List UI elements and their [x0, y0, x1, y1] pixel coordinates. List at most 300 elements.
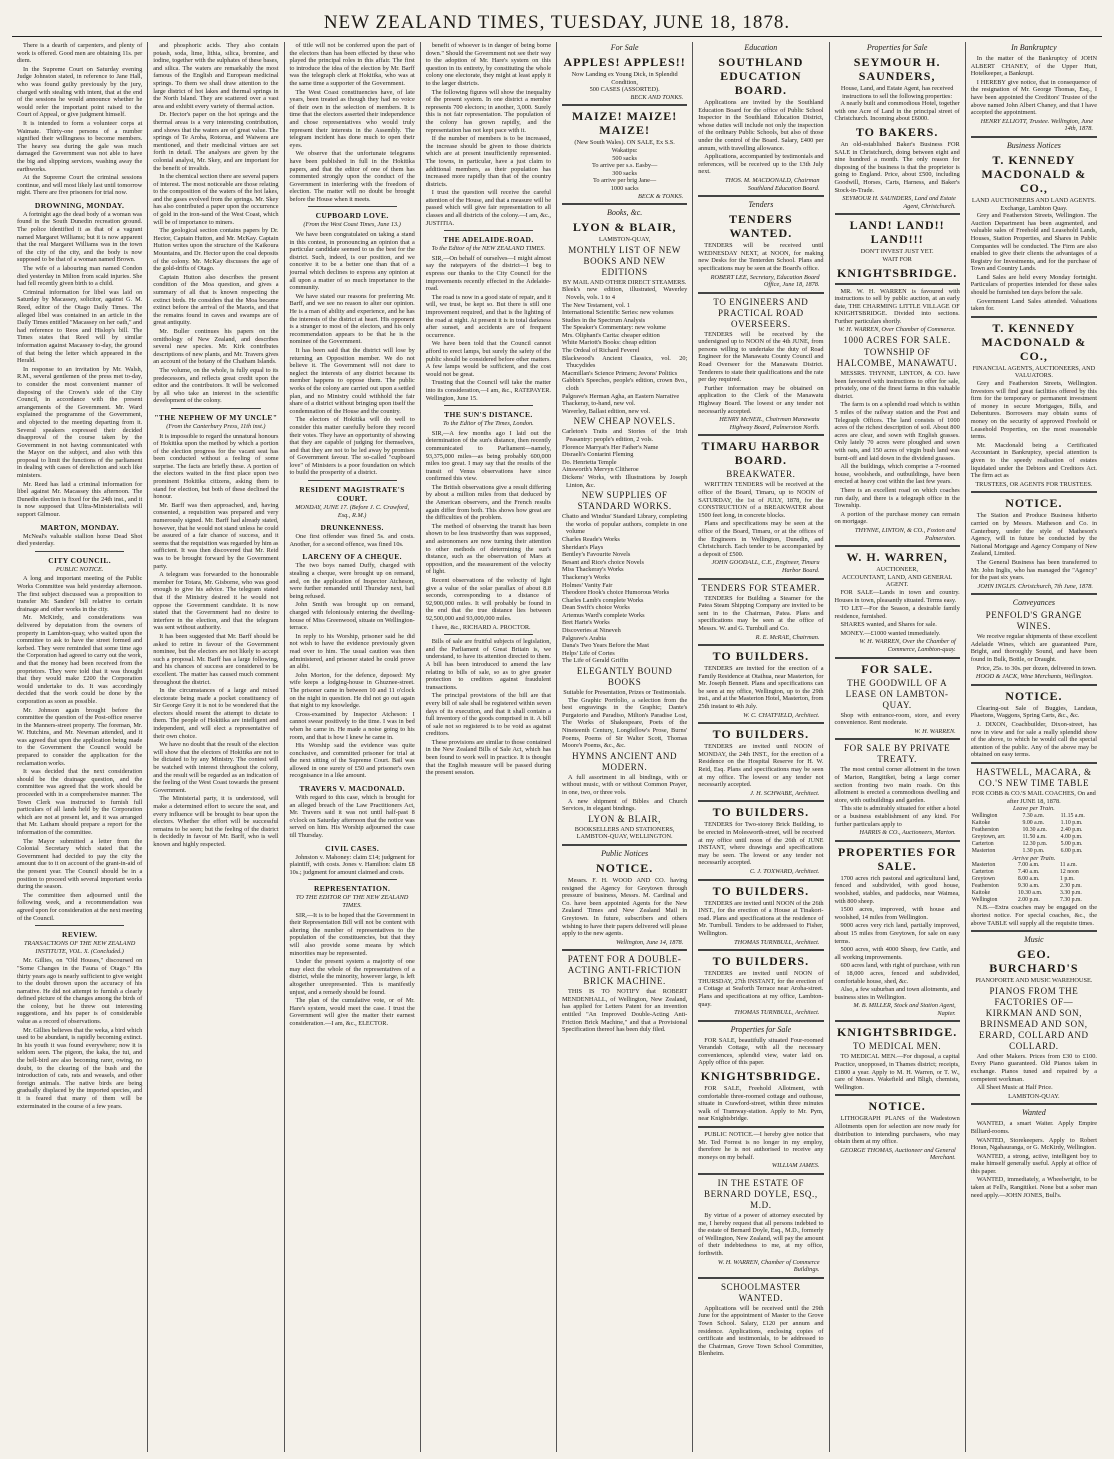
- advert-subheadline: PENFOLD'S GRANGE WINES.: [985, 610, 1083, 632]
- article-paragraph: and phosphoric acids. They also contain potash, soda, lime, lithia, silica, bromine, and iodine, together with the sulphates of these bases, and silica. The waters are remarkably the most famous of the English and European medicinal springs. To them we shall draw attention to the large district of hot lakes and thermal springs in the North Island. They are scattered over a vast area and exhibit every variety of thermal action.: [153, 42, 279, 110]
- advert-headline: SOUTHLAND EDUCATION BOARD.: [718, 55, 804, 97]
- article-paragraph: Criminal information for libel was laid on Saturday by Macassey, solicitor, against G. M. Reed, editor of the Otago Daily Times. The alleged libel was contained in an article in the Daily Times entitled "Macassey on her oath," and had reference to Reos and Hislop's bill. The Times states that Reed will by similar information against Macassey to-day, the ground of that being the letter which appeared in the Herald.: [17, 288, 143, 365]
- table-cell: Carterton: [971, 840, 994, 847]
- article-paragraph: We have no doubt that the result of the election will show that the electors of Hokitika are not to be dictated to by any Ministry. The contest will be watched with interest throughout the colony, and the result will be regarded as an indication of the feeling of the West Coast towards the present Government.: [153, 741, 279, 794]
- section-divider: [971, 136, 1097, 138]
- list-item: International Scientific Series: new volumes: [562, 309, 674, 317]
- article-paragraph: We have been told that the Council cannot afford to erect lamps, but surely the safety of the public should be considered before other matters. A few lamps would be sufficient, and the cost would not be great.: [425, 340, 551, 378]
- advert-subheadline: NEW CHEAP NOVELS.: [573, 416, 676, 427]
- centered-text: BY MAIL AND OTHER DIRECT STEAMERS.: [562, 278, 687, 286]
- section-subheading: (From the West Coast Times, June 13.): [303, 221, 401, 229]
- advert-headline: TO BUILDERS.: [712, 954, 810, 969]
- article-paragraph: In reply to his Worship, prisoner said he did not wish to have the evidence previously given read over to him. The usual caution was then administered, and prisoner stated he could prove an alibi.: [289, 632, 415, 671]
- newspaper-columns: [12, 42, 1102, 1452]
- article-paragraph: The Ministerial party, it is understood, will make a determined effort to secure the seat, and every influence will be brought to bear upon the electors. Whether the effort will be successful remains to be seen; but the feeling of the district is decidedly in favour of Mr. Barff, who is well known and highly respected.: [153, 795, 279, 848]
- centered-text: Leave per Train.: [1012, 805, 1055, 813]
- article-paragraph: FOR SALE—Lands in town and country. Houses in town, pleasantly situated. Terms easy.: [834, 588, 960, 604]
- article-paragraph: Messrs. F. H. WOOD AND CO. having resigned the Agency for Greytown through pressure of business, Messrs. M. Cardinal and Co. have been appointed Agents for the New Zealand Times and New Zealand Mail in Greytown. In future, subscribers and others wishing to have their papers delivered will please apply to the new agents.: [562, 876, 688, 938]
- article-paragraph: It is intended to form a volunteer corps at Waimate. Thirty-one persons of a number signified their willingness to become members. The heavy sea during the gale was much damaged the Government was not able to have the big and slipping services, washing away the earthworks.: [17, 119, 143, 173]
- advert-subheadline: TO ENGINEERS AND PRACTICAL ROAD OVERSEERS.: [713, 296, 809, 329]
- list-item: Artemus Ward's complete Works: [562, 611, 645, 619]
- section-divider: [698, 644, 823, 646]
- list-item: Charles Reade's Works: [562, 535, 620, 543]
- table-row: [971, 890, 1097, 897]
- signature-line: W. H. WARREN.: [914, 727, 956, 735]
- advert-headline: TO BUILDERS.: [712, 727, 810, 742]
- article-paragraph: The farm is on a splendid road which is within 5 miles of the railway station and the Post and Telegraph Offices. The land consists of 1000 acres of the richest description of soil. About 800 acres are clear, and sown with English grasses. Only lately 70 acres were ploughed and sown with oats, and 150 acres of virgin bush land was burnt-off and laid down in the dividend grasses.: [834, 401, 960, 462]
- advert-headline: NOTICE.: [868, 1099, 926, 1114]
- article-paragraph: SHARES wanted, and Shares for sale.: [840, 621, 937, 629]
- masthead-rule: [12, 36, 1102, 37]
- section-divider: [835, 545, 960, 547]
- book-list: [562, 428, 687, 489]
- timetable: [971, 862, 1097, 904]
- article-paragraph: We receive regular shipments of these excellent Adelaide Wines, which are guaranteed Pure, Bright, and thoroughly Sound, and have been found in Bulk, Bottle, or Draught.: [970, 633, 1097, 664]
- advert-subheadline: PATENT FOR A DOUBLE-ACTING ANTI-FRICTION BRICK MACHINE.: [567, 954, 682, 987]
- section-divider: [835, 1020, 960, 1022]
- advert-headline: KNIGHTSBRIDGE.: [836, 265, 958, 280]
- advert-headline: W. H. WARREN,: [846, 550, 948, 565]
- article-paragraph: A fortnight ago the dead body of a woman was found in the South Dunedin recreation ground. The police identified it as that of a vagrant named Margaret Williams; but it is now apparent that the real Margaret Williams was in the town of the city of the city, and the body is now supposed to be that of a woman named Brown.: [17, 210, 143, 264]
- signature-line: Wellington, June 14, 1878.: [615, 938, 684, 946]
- list-item: Disraeli's Contarini Fleming: [562, 451, 634, 459]
- article-paragraph: N.B.—Extra coaches may be engaged on the shortest notice. For special coaches, &c., the above TABLE will supply all the requisite times.: [970, 904, 1097, 927]
- signature-line: THYNNE, LINTON, & CO., Foxton and Palmerston.: [854, 526, 956, 542]
- article-paragraph: The plan of the cumulative vote, or of Mr. Hare's system, would meet the case. I trust the Government will give the matter their earnest consideration.—I am, &c., ELECTOR.: [289, 997, 415, 1027]
- signature-line: HENRY McNEIL, Chairman Manawatu Highway Board, Palmerston North.: [719, 416, 820, 431]
- section-divider: [835, 840, 960, 842]
- article-paragraph: TENDERS will be received by the undersigned up to NOON of the 4th JUNE, from persons willing to undertake the duty of Road Engineer for the Manawatu County Council and Road Overseer for the Manawatu District. Tenderers to state their qualifications and the rate per day required.: [698, 330, 824, 384]
- section-heading: TRAVERS V. MACDONALD.: [299, 784, 405, 794]
- book-list: [562, 286, 687, 415]
- centered-text: DON'T INVEST JUST YET.: [860, 248, 934, 256]
- table-cell: Masterton: [971, 847, 996, 854]
- section-subheading: (From the Canterbury Press, 11th inst.): [166, 422, 266, 430]
- section-divider: [971, 762, 1097, 764]
- list-item: Blackwood's Ancient Classics, vol. 20; Thucydides: [562, 354, 688, 370]
- table-cell: 1 p.m.: [1059, 876, 1075, 883]
- section-heading: LARCENY OF A CHEQUE.: [302, 552, 402, 562]
- list-item: Do. Henrietta Temple: [562, 458, 617, 466]
- signature-line: ROBERT LEE, Secretary, Education Board Office, June 18, 1878.: [710, 273, 820, 289]
- section-divider: [971, 1103, 1097, 1105]
- article-paragraph: In the circumstances of a large and mixed electorate being made a pocket constituency of Sir George Grey it is not to be wondered that the electors should resent the attempt to dictate to them. The people of Hokitika are intelligent and independent, and will elect a representative of their own choice.: [153, 687, 279, 740]
- table-cell: 1.30 p.m.: [1022, 847, 1045, 854]
- section-heading: REVIEW.: [62, 930, 98, 940]
- article-paragraph: With regard to this case, which is brought for an alleged breach of the Law Practitioners Act, Mr. Travers said it was not until half-past 8 o'clock on Saturday afternoon that the notice was served on him. His Worship adjourned the case till Thursday.: [289, 794, 415, 840]
- article-paragraph: The electors of Hokitika will do well to consider this matter carefully before they record their votes. They have an opportunity of showing that they are capable of judging for themselves, and that they are not to be led away by promises of Government favour. The so-called "cupboard love" of Ministers is a poor foundation on which to build the prosperity of a district.: [289, 416, 415, 477]
- column-heading: Education: [744, 43, 778, 52]
- advert-subheadline: HASTWELL, MACARA, & CO.'S NEW TIME TABLE: [976, 767, 1092, 788]
- table-cell: 7.00 a.m.: [1017, 862, 1040, 869]
- article-paragraph: WANTED, Storekeepers. Apply to Robert Horan, Ngahauranga, or G. McKirdy, Wellington.: [970, 1136, 1097, 1152]
- article-paragraph: John Smith was brought up on remand, charged with feloniously entering the dwelling-house of Miss Greenwood, situate on Wellington-terrace.: [289, 601, 415, 632]
- section-divider: [562, 104, 687, 106]
- list-item: Gabbin's Speeches, people's edition, crown 8vo., cloth: [562, 377, 688, 393]
- signature-line: W. C. CHATFIELD, Architect.: [743, 711, 820, 719]
- article-paragraph: His Worship said the evidence was quite conclusive, and committed prisoner for trial at the next sitting of the Supreme Court. Bail was allowed in one surety of £50 and prisoner's own recognisance in a like amount.: [289, 742, 415, 780]
- table-cell: 2.30 p.m.: [1059, 883, 1082, 890]
- column-heading: In Bankruptcy: [1011, 43, 1057, 52]
- article-paragraph: Mr. Johnson again brought before the committee the question of the Post-office reserve in the Manners-street property. The foreman, Mr. W. Hutchins, and Mr. Newman attended, and it was agreed that upon the application being made to the Government the Council would be prepared to consider the application for the reclamation works.: [17, 706, 143, 767]
- section-divider: [698, 1020, 823, 1022]
- article-paragraph: Under the present system a majority of one may elect the whole of the representatives of a district, while the minority, however large, is left altogether unrepresented. This is manifestly unjust, and a remedy should be found.: [289, 958, 415, 996]
- article-paragraph: The British observations give a result differing by about a million miles from that deduced by the American observers, and the French results again differ from both. This shows how great are the difficulties of the problem.: [425, 483, 551, 522]
- article-paragraph: Applications are invited by the Southland Education Board for the office of Public School Inspector in the Southland Education District, whose duties will include not only the inspection of the ordinary Public Schools, but also of those under the control of the Board. Salary, £400 per annum, with travelling allowance.: [698, 99, 824, 152]
- signature-line: W. H. WARREN, Over the Chamber of Commerce, Lambton-quay.: [859, 638, 956, 654]
- article-paragraph: Recent observations of the velocity of light give a value of the solar parallax of about 8.8 seconds, corresponding to a distance of 92,900,000 miles. It will probably be found in the end that the true distance lies between 92,500,000 and 93,000,000 miles.: [425, 577, 551, 622]
- section-divider: [562, 203, 687, 205]
- article-paragraph: There is an excellent road on which coaches run daily, and there is a telegraph office in the Township.: [834, 486, 960, 510]
- article-paragraph: TENDERS for Two-storey Brick Building, to be erected in Molesworth-street, will be received at my office until noon of the 26th of JUNE INSTANT, where drawings and specifications may be seen. The lowest or any tender not necessarily accepted.: [698, 821, 824, 867]
- article-paragraph: The two boys named Duffy, charged with stealing a cheque, were brought up on remand, and, on the application of Inspector Atcheson, were further remanded until Thursday next, bail being refused.: [289, 562, 415, 600]
- table-row: [971, 876, 1097, 883]
- advert-headline: T. KENNEDY MACDONALD & CO.,: [981, 320, 1087, 363]
- advert-subheadline: TENDERS FOR STEAMER.: [701, 582, 821, 593]
- section-divider: [971, 930, 1097, 932]
- article-paragraph: FOR SALE, beautifully situated Four-roomed Verandah Cottage, with all the necessary conveniences, splendid view, water laid on. Apply office of this paper.: [698, 1036, 824, 1067]
- advert-subheadline: ELEGANTLY BOUND BOOKS: [576, 666, 673, 688]
- article-paragraph: Mr. McKirdy, and considerations was delivered by deputation from the owners of property in Lambton-quay, who waited upon the committee to ask to have the street formed and kerbed. They were reminded that some time ago the Corporation had agreed to carry out the work, and that the money had been received from the proprietors. They were told that it was thought that they would make £200 the Corporation would undertake to do. It was accordingly decided that the work could be done by the corporation as soon as possible.: [17, 614, 143, 705]
- article-paragraph: Mr. Macdonald being a Certificated Accountant in Bankruptcy, special attention is given to the speedy realisation of estates liquidated under the Debtors and Creditors Act. The firm act as: [970, 441, 1097, 480]
- article-paragraph: In response to an invitation by Mr. Walsh, R.M., several gentlemen of the press met to-day, to consider the most convenient manner of disposing of the Crown's side of the City Council, in accordance with the present arrangements of the Government. Mr. Ward explained the programme of the Government, and objected to the meeting departing from it. Several speakers expressed their decided disapproval of the course taken by the Government in not having communicated with the Mayor on the subject, and also with this proposal to limit the functions of the parliament in dealing with cases of dereliction and such like ministers.: [17, 365, 143, 480]
- signature-line: THOMAS TURNBULL, Architect.: [734, 938, 820, 946]
- article-paragraph: Government Land Sales attended. Valuations taken for.: [970, 297, 1097, 313]
- article-paragraph: It was decided that the next consideration should be the drainage question, and the committee was agreed that the work should be proceeded with in a comprehensive manner. The Town Clerk was instructed to furnish full particulars of all lands held by the Corporation which are not at present let, and it was arranged that Mr. Latham should prepare a report for the information of the committee.: [17, 768, 143, 836]
- advert-headline: LYON & BLAIR,: [572, 220, 677, 235]
- table-row: [971, 813, 1097, 820]
- list-item: Helps' Life of Cortes: [562, 649, 615, 657]
- column-heading: Wanted: [1022, 1108, 1046, 1118]
- table-row: [971, 883, 1097, 890]
- column-8: [966, 42, 1102, 1452]
- column-3: [285, 42, 421, 1452]
- article-paragraph: J. DIXON, Coachbuilder, Dixon-street, has now in view and for sale a really splendid show of the above, to which he would call the special attention of the public. Any of the above may be obtained on easy terms.: [970, 721, 1097, 759]
- advert-subheadline: FOR SALE BY PRIVATE TREATY.: [844, 743, 951, 765]
- article-paragraph: It has been said that the district will lose by returning an Opposition member. We do not believe it. The Government will not dare to neglect the interests of any district because its member happens to oppose them. The public works of the colony are carried out upon a settled plan, and no Ministry could withhold the fair share of a district without bringing upon itself the condemnation of the House and the country.: [289, 346, 415, 415]
- table-cell: Wellington: [971, 897, 998, 904]
- advert-headline: MAIZE! MAIZE! MAIZE!: [571, 109, 678, 138]
- article-paragraph: TENDERS are invited until NOON of THURSDAY, 27th INSTANT, for the erection of a Cottage at Seaforth Terrace near Aroha-street. Plans and specifications at my office, Lambton-quay.: [698, 970, 824, 1008]
- article-paragraph: 5000 acres, with 4000 Sheep, few Cattle, and all working improvements.: [834, 946, 960, 961]
- section-divider: [835, 738, 960, 740]
- section-divider: [35, 551, 124, 552]
- column-heading: Properties for Sale: [866, 43, 928, 52]
- list-item: Mrs. Oliphant's Carita: cheaper edition: [562, 331, 660, 339]
- article-paragraph: TO MEDICAL MEN.—For disposal, a capital Practice, unopposed, in Thames district; receipts, £1800 a year. Apply to M. H. Warren, or T. W., care of Messrs. Wakefield and Bligh, chemists, Wellington.: [834, 1053, 960, 1091]
- section-divider: [562, 844, 687, 846]
- centered-text: To arrive per s.s. Easby—: [591, 162, 658, 170]
- advert-subheadline: BREAKWATER.: [726, 469, 796, 480]
- article-paragraph: In the Supreme Court on Saturday evening Judge Johnston stated, in reference to Jane Hall, who was found guilty previously by the jury, charged with stealing with intent, that at the end of the sessions he would announce whether he would refer the important point raised to the Court of Appeal, or give judgment himself.: [17, 65, 143, 119]
- article-paragraph: MONEY.—£1000 wanted immediately.: [840, 629, 941, 637]
- article-paragraph: Applications, accompanied by testimonials and references, will be received up to the 13th July next.: [698, 153, 824, 176]
- article-paragraph: 600 acres land, with right of purchase, with run of 18,000 acres, fenced and subdivided, comfortable house, shed, &c.: [834, 962, 960, 985]
- article-paragraph: Grey and Featherston Streets, Wellington. Investors will find great facilities offered by this firm for the temporary or permanent investment of money in secure Mortgages, Bills, and Debentures. Borrowers may obtain sums of money on the security of approved Freehold or Leasehold Properties, on the most reasonable terms.: [970, 380, 1097, 441]
- signature-line: JOHN GOODALL, C.E., Engineer, Timaru Harbor Board.: [711, 559, 820, 574]
- table-row: [971, 862, 1097, 869]
- article-paragraph: If the number of members is to be increased, the increase should be given to those districts which are at present insufficiently represented. The towns, in particular, have a just claim to additional members, as their population has increased more rapidly than that of the country districts.: [425, 135, 551, 188]
- column-heading: Business Notices: [1006, 140, 1061, 150]
- column-1: [12, 42, 148, 1452]
- article-paragraph: This site is admirably situated for either a hotel or a business establishment of any kind. For further particulars apply to: [834, 805, 960, 828]
- centered-text: Arrive per Train.: [1012, 854, 1056, 862]
- section-subheading: TO THE EDITOR OF THE NEW ZEALAND TIMES.: [295, 894, 409, 909]
- article-paragraph: All the buildings, which comprise a 7-roomed house, woolsheds, and outbuildings, have been erected at heavy cost within the last few years.: [834, 463, 960, 486]
- article-paragraph: The Graphic Portfolio, a selection from the best engravings in the Graphic; Dante's Purgatorio and Paradiso, Milton's Paradise Lost, The Works of Shakespeare, Poets of the Nineteenth Century, Longfellow's Prose, Burns' Poems, Poems of Sir Walter Scott, Thomas Moore's Poems, &c., &c.: [562, 696, 688, 750]
- signature-line: W. H. WARREN, Over Chamber of Commerce.: [838, 326, 956, 334]
- list-item: Dean Swift's choice Works: [562, 604, 630, 612]
- section-heading: RESIDENT MAGISTRATE'S COURT.: [299, 485, 405, 504]
- advert-subheadline: 1000 ACRES FOR SALE.: [843, 335, 951, 346]
- advert-headline: APPLES! APPLES!!: [563, 55, 686, 69]
- article-paragraph: THIS IS TO NOTIFY that ROBERT MENDENHALL, of Wellington, New Zealand, has applied for Letters Patent for an invention entitled "An Improved Double-Acting Anti-Friction Brick Machine," and that a Provisional Specification thereof has been duly filed.: [562, 988, 688, 1034]
- article-paragraph: The wife of a labouring man named Condon died yesterday in Milton from scald injuries. She had fell recently given birth to a child.: [17, 265, 143, 288]
- article-paragraph: Also, a few suburban and town allotments, and business sites in Wellington.: [834, 986, 960, 1001]
- table-row: [971, 869, 1097, 876]
- section-divider: [698, 1173, 823, 1175]
- article-paragraph: It is impossible to regard the unnatural honours of Hokitika upon the method by which a portion of the election progress for the vacant seat has been conducted without a feeling of some surprise. The facts are briefly these. A portion of the electors waited in the first place upon two prominent Hokitika citizens, asking them to stand for election, but both of these declined the honour.: [153, 432, 279, 501]
- centered-text: 500 CASES (ASSORTED).: [589, 86, 660, 94]
- section-divider: [835, 1094, 960, 1096]
- table-cell: 11 a.m.: [1059, 862, 1077, 869]
- table-cell: 8.00 a.m.: [1017, 876, 1040, 883]
- section-divider: [835, 657, 960, 659]
- article-paragraph: Grey and Featherston Streets, Wellington. The Auction Department has been augmented, and valuable sales of Freehold and Leasehold Lands, Houses, Station Properties, and Shares in Public Companies will be conducted. The Firm are also enabled to give their clients the advantages of a Registry for Investments, and for the purchase of Town and Country Lands.: [970, 212, 1097, 273]
- signature-line: R. E. McRAE, Chairman.: [755, 633, 820, 641]
- article-paragraph: Clearing-out Sale of Buggies, Landaus, Phaetons, Waggons, Spring Carts, &c., &c.: [970, 704, 1097, 720]
- centered-text: 500 sacks: [612, 154, 637, 162]
- centered-text: 300 sacks: [612, 169, 637, 177]
- section-divider: [835, 213, 960, 215]
- table-cell: 7.40 a.m.: [1017, 869, 1040, 876]
- table-cell: Featherston: [971, 826, 999, 833]
- article-paragraph: The most central corner allotment in the town of Marton, Rangitikei, being a large corner section fronting two main roads. On this allotment is erected a commodious dwelling and store, with outbuildings and garden.: [834, 766, 960, 804]
- article-paragraph: benefit of whoever is in danger of being borne down." Should the Government not see their way to the adoption of Mr. Hare's system on this question in its entirety, by constituting the whole colony one electorate, they might at least apply it to the larger districts.: [425, 42, 551, 87]
- article-paragraph: Mr. Buller continues his papers on the ornithology of New Zealand, and describes several new species. Mr. Kirk contributes descriptions of new plants, and Mr. Travers gives an account of the botany of the Chatham Islands.: [153, 327, 279, 366]
- advert-subheadline: LYON & BLAIR,: [588, 813, 661, 824]
- centered-text: Now Landing ex Young Dick, in Splendid Condition,: [571, 71, 678, 86]
- section-divider: [698, 879, 823, 881]
- section-heading: REPRESENTATION.: [313, 884, 391, 894]
- article-paragraph: WANTED, a strong, active, intelligent boy to make himself generally useful. Apply at office of this paper.: [970, 1152, 1097, 1175]
- article-paragraph: A telegram was forwarded to the honourable member for Totara, Mr. Gisborne, who was good enough to give his advice. The telegram stated that if the Ministry desired it he would not oppose the Government candidate. It is now stated that the Government had no desire to interfere in the election, and that the telegram was sent without authority.: [153, 571, 279, 632]
- list-item: Studies in the Spectrum Analysis: [562, 316, 646, 324]
- article-paragraph: The geological section contains papers by Dr. Hector, Captain Hutton, and Mr. McKay. Captain Hutton writes upon the structure of the Kaikoura Mountains, and Dr. Hector upon the coal deposits of the colony. Mr. McKay discusses the age of the gold-drifts of Otago.: [153, 227, 279, 273]
- table-cell: 2.00 p.m.: [1017, 897, 1040, 904]
- article-paragraph: Bills of sale are fruitful subjects of legislation, and the Parliament of Great Britain is, we understand, to have its attention directed to them. A bill has been introduced to amend the law relating to bills of sale, so as to give greater protection to creditors against fraudulent transactions.: [425, 638, 551, 691]
- article-paragraph: The committee then adjourned until the following week, and a recommendation was agreed upon for consideration at the next meeting of the Council.: [17, 891, 143, 922]
- article-paragraph: of title will not be conferred upon the part of the electors than has been effected by these who played the principal roles in this affair. The first to introduce the idea of the election by Mr. Barff was the telegraph clerk at Hokitika, who was at the same time a supporter of the Government.: [289, 42, 415, 87]
- list-item: Chatto and Windus' Standard Library, completing the works of popular authors, complete in one volume: [562, 513, 688, 536]
- section-divider: [971, 491, 1097, 493]
- signature-line: HENRY ELLIOTT, Trustee. Wellington, June 14th, 1878.: [980, 117, 1093, 133]
- article-paragraph: 9000 acres very rich land, partially improved, about 15 miles from Greytown, for sale on easy terms.: [834, 922, 960, 945]
- advert-headline: TENDERS WANTED.: [729, 212, 793, 241]
- table-cell: 4.00 p.m.: [1060, 833, 1083, 840]
- advert-subheadline: SCHOOLMASTER WANTED.: [721, 1281, 801, 1303]
- list-item: Thackeray, to-hand, new vol.: [562, 400, 636, 408]
- section-divider: [562, 949, 687, 951]
- section-heading: CUPBOARD LOVE.: [315, 211, 389, 221]
- advert-subheadline: NEW SUPPLIES OF STANDARD WORKS.: [577, 490, 672, 512]
- article-paragraph: WANTED, immediately, a Wheelwright, to be taken at Fell's, Rangitikei. None but a sober man need apply.—JOHN JONES, Bull's.: [970, 1176, 1097, 1199]
- advert-subheadline: THE GOODWILL OF A LEASE ON LAMBTON-QUAY.: [845, 677, 949, 710]
- article-paragraph: SIR,—On behalf of ourselves—I might almost say the ratepayers of the district—I beg to express our thanks to the City Council for the improvements recently effected in the Adelaide-road.: [425, 254, 551, 293]
- centered-text: AUCTIONEER,: [876, 566, 919, 574]
- section-heading: THE SUN'S DISTANCE.: [444, 410, 533, 420]
- article-paragraph: Mr. Reed has laid a criminal information for libel against Mr. Macassey this afternoon. The Dunedin election is fixed for the 24th inst., and it is now supposed that Ultra-Ministerialists will support Gilmour.: [17, 480, 143, 519]
- section-divider: [444, 405, 533, 406]
- section-divider: [971, 316, 1097, 318]
- list-item: The New Testament, vol. 1: [562, 301, 630, 309]
- article-paragraph: TENDERS are invited until NOON of MONDAY, the 24th INST., for the erection of a Residence on the Hospital Reserve for H. W. Reid, Esq. Plans and specifications may be seen at my office. The lowest or any tender not necessarily accepted.: [698, 743, 824, 789]
- section-divider: [444, 230, 533, 231]
- table-cell: 12 noon: [1059, 869, 1079, 876]
- signature-line: M. B. MILLER, Stock and Station Agent, Napier.: [853, 1002, 956, 1017]
- section-divider: [698, 195, 823, 197]
- column-2: [148, 42, 284, 1452]
- column-heading: Tenders: [748, 200, 774, 210]
- article-paragraph: The road is now in a good state of repair, and it will, we trust, be kept so. But there is still one improvement required, and that is the lighting of the road at night. At present it is in total darkness after sunset, and accidents are of frequent occurrence.: [425, 293, 551, 339]
- advert-subheadline: MONTHLY LIST OF NEW BOOKS AND NEW EDITIONS: [568, 244, 681, 277]
- list-item: Dickens' Works, with Illustrations by Joseph Linton, &c.: [562, 473, 688, 489]
- article-paragraph: The Station and Produce Business hitherto carried on by Messrs. Matheson and Co. in Canterbury, under the style of Matheson's Agency, will in future be conducted by the National Mortgage and Agency Company of New Zealand, Limited.: [970, 512, 1097, 558]
- article-paragraph: Captain Hutton also describes the present condition of the Moa question, and gives a summary of all that is known respecting the extinct birds. He considers that the Moa became extinct before the arrival of the Maoris, and that the remains found in caves and swamps are of great antiquity.: [153, 273, 279, 327]
- article-paragraph: A long and important meeting of the Public Works Committee was held yesterday afternoon. The first subject discussed was a proposition to transfer Mr. Sanders' bill relative to certain drainage and other works in the city.: [17, 575, 143, 613]
- section-divider: [444, 634, 533, 635]
- table-cell: Masterton: [971, 862, 996, 869]
- advert-headline: NOTICE.: [1005, 496, 1063, 511]
- section-subheading: PUBLIC NOTICE.: [55, 565, 104, 573]
- list-item: The Ordeal of Richard Feverel: [562, 347, 640, 355]
- article-paragraph: 1500 acres, improved, with house and woolshed, 14 miles from Wellington.: [834, 906, 960, 921]
- section-subheading: To the Editor of the NEW ZEALAND TIMES.: [431, 245, 546, 253]
- section-divider: [35, 925, 124, 926]
- article-paragraph: An old-established Baker's Business FOR SALE in Christchurch, doing between eight and nine hundred a month. The only reason for disposing of the business is that the proprietor is going to England. Price, about £500, including Goodwill, Horses, Carts, Harness, and Baker's Stock-in-Trade.: [834, 140, 960, 194]
- article-paragraph: Mr. Barff was then approached, and, having consented, a requisition was prepared and very numerously signed. Mr. Barff had already stated, however, that he would not stand unless he could be assured of a fair chance of success, and it seems that the requisition was regarded by him as sufficient. It was then discovered that Mr. Reid was to be brought forward by the Government party.: [153, 501, 279, 570]
- advert-subheadline: TOWNSHIP OF HALCOMBE, MANAWATU.: [836, 347, 958, 369]
- article-paragraph: Mr. Gillies believes that the weka, a bird which used to be abundant, is rapidly becoming extinct. In his youth it was found everywhere; now it is seldom seen. The pigeon, the kaka, the tui, and the bell-bird are also becoming rarer, owing, no doubt, to the clearing of the bush and the introduction of cats, rats and weasels, and other foreign animals. The native birds are being gradually displaced by the imported species, and it is feared that many of them will be exterminated in the course of a few years.: [17, 1026, 143, 1110]
- list-item: Thackeray's Works: [562, 573, 610, 581]
- section-divider: [835, 283, 960, 285]
- advert-headline: TO BUILDERS.: [712, 883, 810, 898]
- section-divider: [971, 593, 1097, 595]
- article-paragraph: Trusting that the Council will take the matter into its consideration,—I am, &c., RATEPAYER. Wellington, June 15.: [425, 379, 551, 402]
- centered-text: To arrive per brig Jane—: [593, 177, 657, 185]
- article-paragraph: A new shipment of Bibles and Church Services, in elegant bindings.: [562, 797, 688, 813]
- article-paragraph: TO LET—For the Season, a desirable family residence, furnished.: [834, 605, 960, 620]
- article-paragraph: It has been suggested that Mr. Barff should be asked to retire in favour of the Government nominee, but the electors are not likely to accept such a proposal. Mr. Barff has a large following, and his chances of success are considered to be excellent. The matter has caused much comment throughout the district.: [153, 632, 279, 686]
- signature-line: C. J. TOXWARD, Architect.: [749, 867, 820, 875]
- table-cell: Wellington: [971, 812, 998, 819]
- advert-headline: PROPERTIES FOR SALE.: [837, 844, 957, 873]
- advert-headline: NOTICE.: [1005, 688, 1063, 703]
- article-paragraph: Land Sales are held every Monday fortnight. Particulars of properties intended for these sales should be furnished ten days before the sale.: [970, 273, 1097, 297]
- section-subheading: TRANSACTIONS OF THE NEW ZEALAND INSTITUTE, VOL. X. (Concluded.): [23, 940, 136, 955]
- article-paragraph: FOR SALE, Freehold Allotment, with comfortable three-roomed cottage and outhouse, situate in Crawford-street, within three minutes walk of Tramway-station. Apply to Mr. Pym, near Knightsbridge.: [698, 1085, 824, 1123]
- article-paragraph: A full assortment in all bindings, with or without music, with or without Common Prayer, in one, two, or three vols.: [562, 773, 688, 796]
- column-heading: Music: [1024, 935, 1044, 945]
- article-paragraph: John Morton, for the defence, deposed: My wife keeps a lodging-house in Ghuznee-street. The prisoner came in between 10 and 11 o'clock on the night in question. He did not go out again that night to my knowledge.: [289, 671, 415, 710]
- article-paragraph: These provisions are similar to those contained in the New Zealand Bills of Sale Act, which has been found to work well in practice. It is thought that the English measure will be passed during the present session.: [425, 738, 551, 777]
- article-paragraph: SIR,—A few months ago I laid out the determination of the sun's distance, then recently communicated to Parliament—namely, 93,375,000 miles—as being probably 600,000 miles too great. I may say that the results of the transit of Venus observations have since confirmed this view.: [425, 429, 551, 483]
- column-heading: Books, &c.: [606, 208, 643, 218]
- table-cell: Greytown, arr.: [971, 833, 1006, 840]
- article-paragraph: WANTED, a smart Waiter. Apply Empire Billiard-rooms.: [970, 1120, 1097, 1135]
- table-cell: Carterton: [971, 869, 994, 876]
- advert-subheadline: PIANOS FROM THE FACTORIES OF— KIRKMAN AND SON, BRINSMEAD AND SON, ERARD, COLLARD AND COLLARD.: [979, 985, 1089, 1051]
- article-paragraph: WRITTEN TENDERS will be received at the office of the Board, Timaru, up to NOON of SATURDAY, the 1st of JULY, 1878, for the CONSTRUCTION of a BREAKWATER about 1500 feet long, in concrete blocks.: [698, 481, 824, 519]
- article-paragraph: The method of observing the transit has been shown to be less trustworthy than was supposed, and astronomers are now turning their attention to other methods of determining the sun's distance, such as the observation of Mars at opposition, and the measurement of the velocity of light.: [425, 522, 551, 576]
- article-paragraph: At the Supreme Court the criminal sessions continue, and will most likely last until tomorrow night. There are five prisoners for trial now.: [17, 174, 143, 197]
- timetable: [971, 813, 1097, 855]
- table-cell: 6.00 p.m.: [1060, 847, 1083, 854]
- list-item: The Speaker's Commentary: new volume: [562, 324, 666, 332]
- article-paragraph: MR. W. H. WARREN is favoured with instructions to sell by public auction, at an early date, THE CHARMING LITTLE VILLAGE OF KNIGHTSBRIDGE. Divided into sections. Further particulars shortly.: [834, 287, 960, 325]
- advert-headline: SEYMOUR H. SAUNDERS,: [853, 55, 941, 83]
- table-cell: 11.15 a.m.: [1060, 812, 1085, 819]
- article-paragraph: Johnston v. Mahoney: claim £14; judgment for plaintiff, with costs. Jones v. Hamilton: claim £8 10s.; judgment for amount claimed and costs.: [289, 853, 415, 876]
- table-row: [971, 897, 1097, 904]
- section-divider: [698, 1126, 823, 1128]
- article-paragraph: PUBLIC NOTICE.—I hereby give notice that Mr. Ted Forrest is no longer in my employ, therefore he is not authorised to receive any moneys on my behalf.: [698, 1131, 824, 1161]
- section-divider: [308, 206, 397, 207]
- list-item: Dana's Two Years Before the Mast: [562, 642, 649, 650]
- list-item: Macmillan's Science Primers; Jevons' Politics: [562, 369, 678, 377]
- article-paragraph: The West Coast constituencies have, of late years, been treated as though they had no voice of their own in the selection of members. It is time that the electors asserted their independence and chose representatives who would truly represent their interests in the Assembly. The telegram incident has done much to open their eyes.: [289, 88, 415, 149]
- section-subheading: MONDAY, JUNE 17. (Before J. C. Crawford, Esq., R.M.): [295, 504, 410, 519]
- list-item: Palgrave's Herman Agha, an Eastern Narrative: [562, 392, 680, 400]
- section-divider: [698, 949, 823, 951]
- advert-subheadline: TO MEDICAL MEN.: [853, 1041, 942, 1052]
- column-5: [557, 42, 693, 1452]
- table-row: [971, 820, 1097, 827]
- column-heading: Conveyances: [1012, 598, 1055, 608]
- list-item: Theodore Hook's choice Humorous Works: [562, 589, 670, 597]
- section-heading: CITY COUNCIL.: [48, 555, 112, 565]
- advert-headline: GEO. BURCHARD'S: [989, 947, 1079, 976]
- article-paragraph: I have, &c., RICHARD A. PROCTOR.: [431, 623, 531, 631]
- section-divider: [698, 800, 823, 802]
- centered-text: TRUSTEES, OR AGENTS FOR TRUSTEES.: [975, 480, 1093, 488]
- article-paragraph: By virtue of a power of attorney executed by me, I hereby request that all persons indebted to the estate of Bernard Doyle, Esq., M.D., formerly of Wellington, New Zealand, will pay the amount of their indebtedness to me, at my office, forthwith.: [698, 1212, 824, 1257]
- signature-line: WILLIAM JAMES.: [771, 1162, 820, 1170]
- section-heading: THE ADELAIDE-ROAD.: [443, 235, 534, 245]
- advert-headline: NOTICE.: [595, 860, 654, 875]
- table-cell: 11.50 a.m.: [1022, 833, 1047, 840]
- article-paragraph: In the matter of the Bankruptcy of JOHN ALBERT CHANEY, of the Upper Hutt, Hotelkeeper, a Bankrupt.: [970, 55, 1097, 78]
- signature-line: HARRIS & CO., Auctioneers, Marton.: [859, 829, 956, 837]
- list-item: Carleton's Traits and Stories of the Irish Peasantry: people's edition, 2 vols.: [562, 428, 688, 443]
- newspaper-title: NEW ZEALAND TIMES, TUESDAY, JUNE 18, 1878.: [323, 12, 791, 33]
- advert-subheadline: IN THE ESTATE OF BERNARD DOYLE, ESQ., M.D.: [703, 1178, 818, 1210]
- article-paragraph: The Mayor submitted a letter from the Colonial Secretary which stated that the Government had decided to pay the city the amount due to it on account of the grant-in-aid of the present year. The Council should be in a position to proceed with several important works during the season.: [17, 837, 143, 891]
- article-paragraph: SIR,—It is to be hoped that the Government in their Representation Bill will not be content with altering the number of representatives to the population of the constituencies, but that they will also provide some means by which minorities may be represented.: [289, 911, 415, 957]
- table-cell: 5.00 p.m.: [1060, 840, 1083, 847]
- table-cell: 9.00 a.m.: [1022, 819, 1045, 826]
- article-paragraph: Dr. Hector's paper on the hot springs and the thermal areas is a very interesting contribution, and shows that the waters are of great value. The springs of Te Aroha, Rotorua, and Waiwera are mentioned, and their medicinal virtues are set forth in detail. The analyses are given by the colonial analyst, Mr. Skey, and are important for the benefit of invalids.: [153, 111, 279, 172]
- section-heading: DROWNING, MONDAY.: [34, 200, 125, 210]
- list-item: Bleek's new edition, illustrated, Waverley Novels, vols. 1 to 4: [562, 286, 688, 301]
- section-heading: MARTON, MONDAY.: [40, 522, 119, 532]
- article-paragraph: Mr. Gillies, on "Old Houses," discoursed on "Some Changes in the Fauna of Otago." His thirty years ago is nearly sufficient to give weight to the doubt thrown upon the accuracy of his narrative. He did not attempt to furnish a clearly defined picture of the changes among the birds of the colony, but he threw out interesting suggestions, and his paper is of considerable value as a record of observations.: [17, 957, 143, 1026]
- advert-headline: TO BAKERS.: [855, 124, 939, 139]
- advert-headline: TIMARU HARBOR BOARD.: [701, 439, 821, 468]
- list-item: Discoveries at Nineveh: [562, 627, 621, 635]
- section-divider: [308, 480, 397, 481]
- article-paragraph: We have been congratulated on taking a stand in this contest, in pronouncing an opinion that a particular candidate seemed to us the best for the district. Such, indeed, is our position, and we conceive it to be a better one than that of a journal which declines to express any opinion at all upon a matter of so much importance to the community.: [289, 231, 415, 292]
